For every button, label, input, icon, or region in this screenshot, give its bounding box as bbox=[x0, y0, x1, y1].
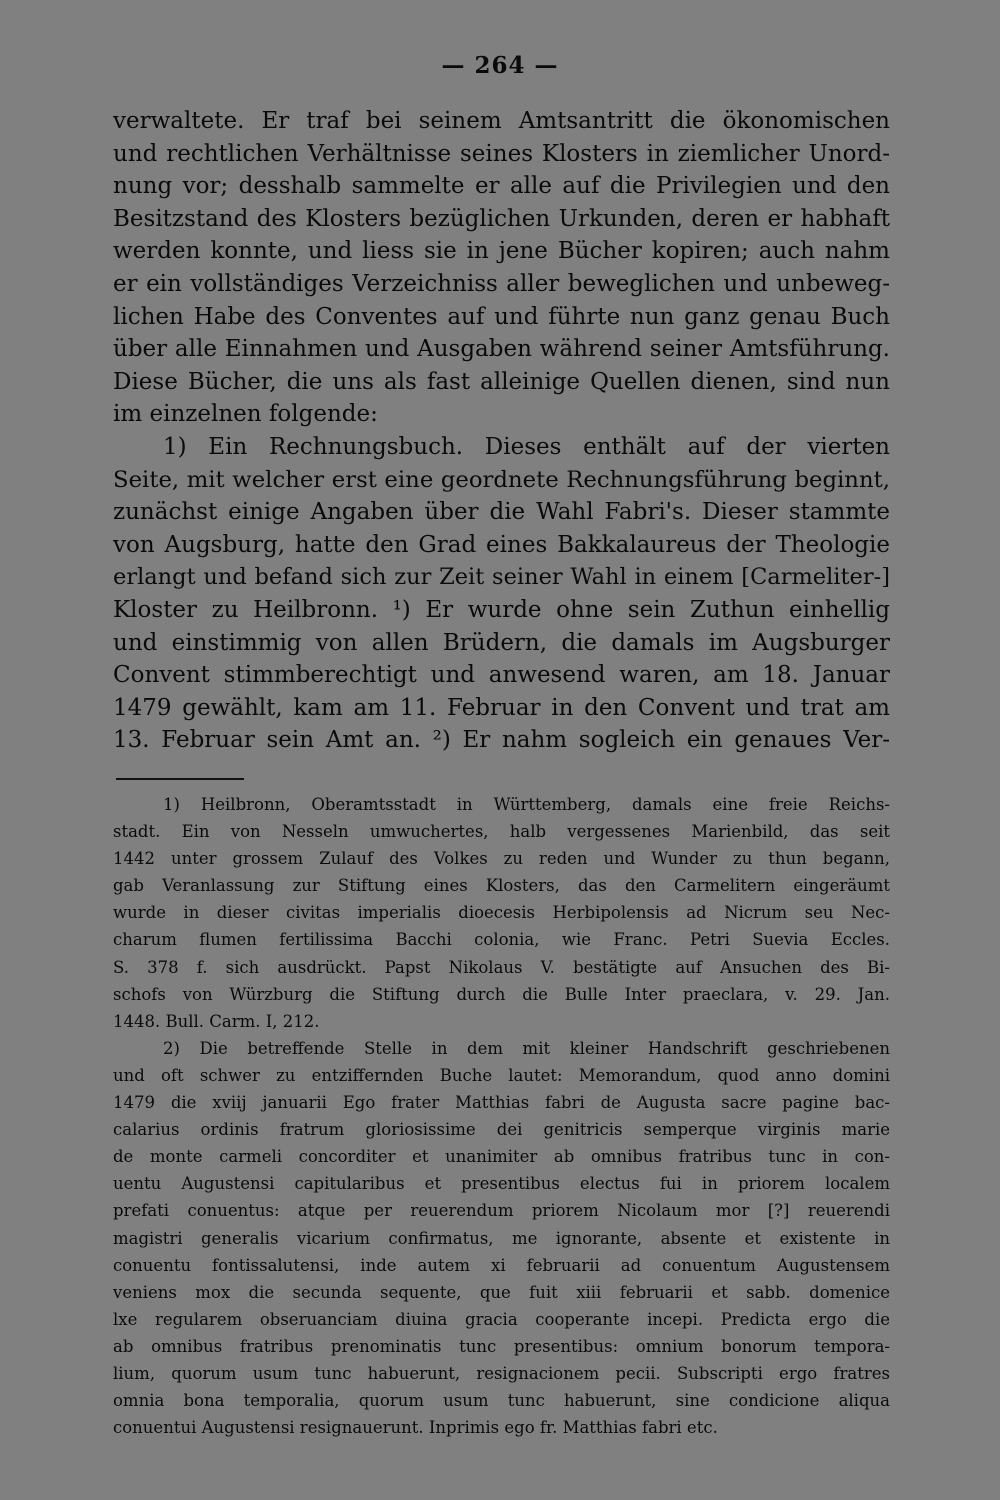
footnote-line: uentu Augustensi capitularibus et presentibus electus fui in priorem localem bbox=[113, 1174, 890, 1194]
text-line: und einstimmig von allen Brüdern, die damals im Augsburger bbox=[113, 629, 890, 656]
footnote-line: wurde in dieser civitas imperialis dioecesis Herbipolensis ad Nicrum seu Nec- bbox=[113, 903, 890, 923]
footnote-divider bbox=[116, 778, 244, 780]
text-line: im einzelnen folgende: bbox=[113, 401, 378, 428]
text-line: über alle Einnahmen und Ausgaben während seiner Amtsführung. bbox=[113, 336, 890, 363]
text-line: zunächst einige Angaben über die Wahl Fabri's. Dieser stammte bbox=[113, 499, 890, 526]
text-line: Kloster zu Heilbronn. ¹) Er wurde ohne sein Zuthun einhellig bbox=[113, 596, 890, 623]
footnote-line: und oft schwer zu entziffernden Buche lautet: Memorandum, quod anno domini bbox=[113, 1065, 890, 1085]
footnote-line: omnia bona temporalia, quorum usum tunc habuerunt, sine condicione aliqua bbox=[113, 1391, 890, 1411]
text-line: von Augsburg, hatte den Grad eines Bakkalaureus der Theologie bbox=[113, 531, 890, 558]
footnote-line: schofs von Würzburg die Stiftung durch die Bulle Inter praeclara, v. 29. Jan. bbox=[113, 984, 890, 1004]
text-line: verwaltete. Er traf bei seinem Amtsantritt die ökonomischen bbox=[113, 108, 890, 134]
footnote-line: 1) Heilbronn, Oberamtsstadt in Württemberg, damals eine freie Reichs- bbox=[163, 795, 890, 814]
footnote-line: de monte carmeli concorditer et unanimiter ab omnibus fratribus tunc in con- bbox=[113, 1147, 890, 1167]
footnotes bbox=[113, 791, 890, 1441]
footnote-line: 1448. Bull. Carm. I, 212. bbox=[113, 1011, 320, 1031]
text-line: Diese Bücher, die uns als fast alleinige Quellen dienen, sind nun bbox=[113, 368, 890, 395]
footnote-line: charum flumen fertilissima Bacchi colonia, wie Franc. Petri Suevia Eccles. bbox=[113, 930, 890, 950]
footnote-line: 2) Die betreffende Stelle in dem mit kleiner Handschrift geschriebenen bbox=[163, 1038, 890, 1058]
text-line: lichen Habe des Conventes auf und führte nun ganz genau Buch bbox=[113, 303, 890, 330]
text-line: und rechtlichen Verhältnisse seines Klosters in ziemlicher Unord- bbox=[113, 140, 890, 167]
page-number: — 264 — bbox=[441, 52, 559, 79]
footnote-line: prefati conuentus: atque per reuerendum priorem Nicolaum mor [?] reuerendi bbox=[113, 1201, 890, 1221]
text-line: nung vor; desshalb sammelte er alle auf die Privilegien und den bbox=[113, 173, 890, 200]
footnote-line: conuentu fontissalutensi, inde autem xi februarii ad conuentum Augustensem bbox=[113, 1255, 890, 1275]
text-line: Convent stimmberechtigt und anwesend waren, am 18. Januar bbox=[113, 662, 890, 689]
footnote-line: calarius ordinis fratrum gloriosissime dei genitricis semperque virginis marie bbox=[113, 1120, 890, 1140]
text-line: er ein vollständiges Verzeichniss aller beweglichen und unbeweg- bbox=[113, 270, 890, 297]
footnote-line: conuentui Augustensi resignauerunt. Inprimis ego fr. Matthias fabri etc. bbox=[113, 1418, 718, 1438]
footnote-line: lxe regularem obseruanciam diuina gracia cooperante incepi. Predicta ergo die bbox=[113, 1309, 890, 1329]
text-line: erlangt und befand sich zur Zeit seiner Wahl in einem [Carmeliter-] bbox=[113, 564, 890, 591]
footnote-line: veniens mox die secunda sequente, que fuit xiii februarii et sabb. domenice bbox=[113, 1282, 890, 1302]
text-line: 1) Ein Rechnungsbuch. Dieses enthält auf der vierten bbox=[163, 433, 890, 460]
footnote-line: lium, quorum usum tunc habuerunt, resignacionem pecii. Subscripti ergo fratres bbox=[113, 1363, 890, 1383]
footnote-line: magistri generalis vicarium confirmatus, me ignorante, absente et existente in bbox=[113, 1228, 890, 1248]
text-line: Besitzstand des Klosters bezüglichen Urkunden, deren er habhaft bbox=[113, 205, 890, 232]
text-line: 1479 gewählt, kam am 11. Februar in den Convent und trat am bbox=[113, 694, 890, 721]
text-line: werden konnte, und liess sie in jene Bücher kopiren; auch nahm bbox=[113, 238, 890, 265]
footnote-line: S. 378 f. sich ausdrückt. Papst Nikolaus V. bestätigte auf Ansuchen des Bi- bbox=[113, 957, 890, 977]
footnote-line: 1442 unter grossem Zulauf des Volkes zu reden und Wunder zu thun begann, bbox=[113, 849, 890, 869]
text-line: Seite, mit welcher erst eine geordnete Rechnungsführung beginnt, bbox=[113, 466, 890, 493]
footnote-line: gab Veranlassung zur Stiftung eines Klosters, das den Carmelitern eingeräumt bbox=[113, 876, 890, 896]
footnote-line: ab omnibus fratribus prenominatis tunc presentibus: omnium bonorum tempora- bbox=[113, 1336, 890, 1356]
text-line: 13. Februar sein Amt an. ²) Er nahm sogleich ein genaues Ver- bbox=[113, 727, 890, 754]
main-text bbox=[113, 105, 890, 757]
footnote-line: 1479 die xviij januarii Ego frater Matthias fabri de Augusta sacre pagine bac- bbox=[113, 1093, 890, 1113]
footnote-line: stadt. Ein von Nesseln umwuchertes, halb vergessenes Marienbild, das seit bbox=[113, 822, 890, 842]
